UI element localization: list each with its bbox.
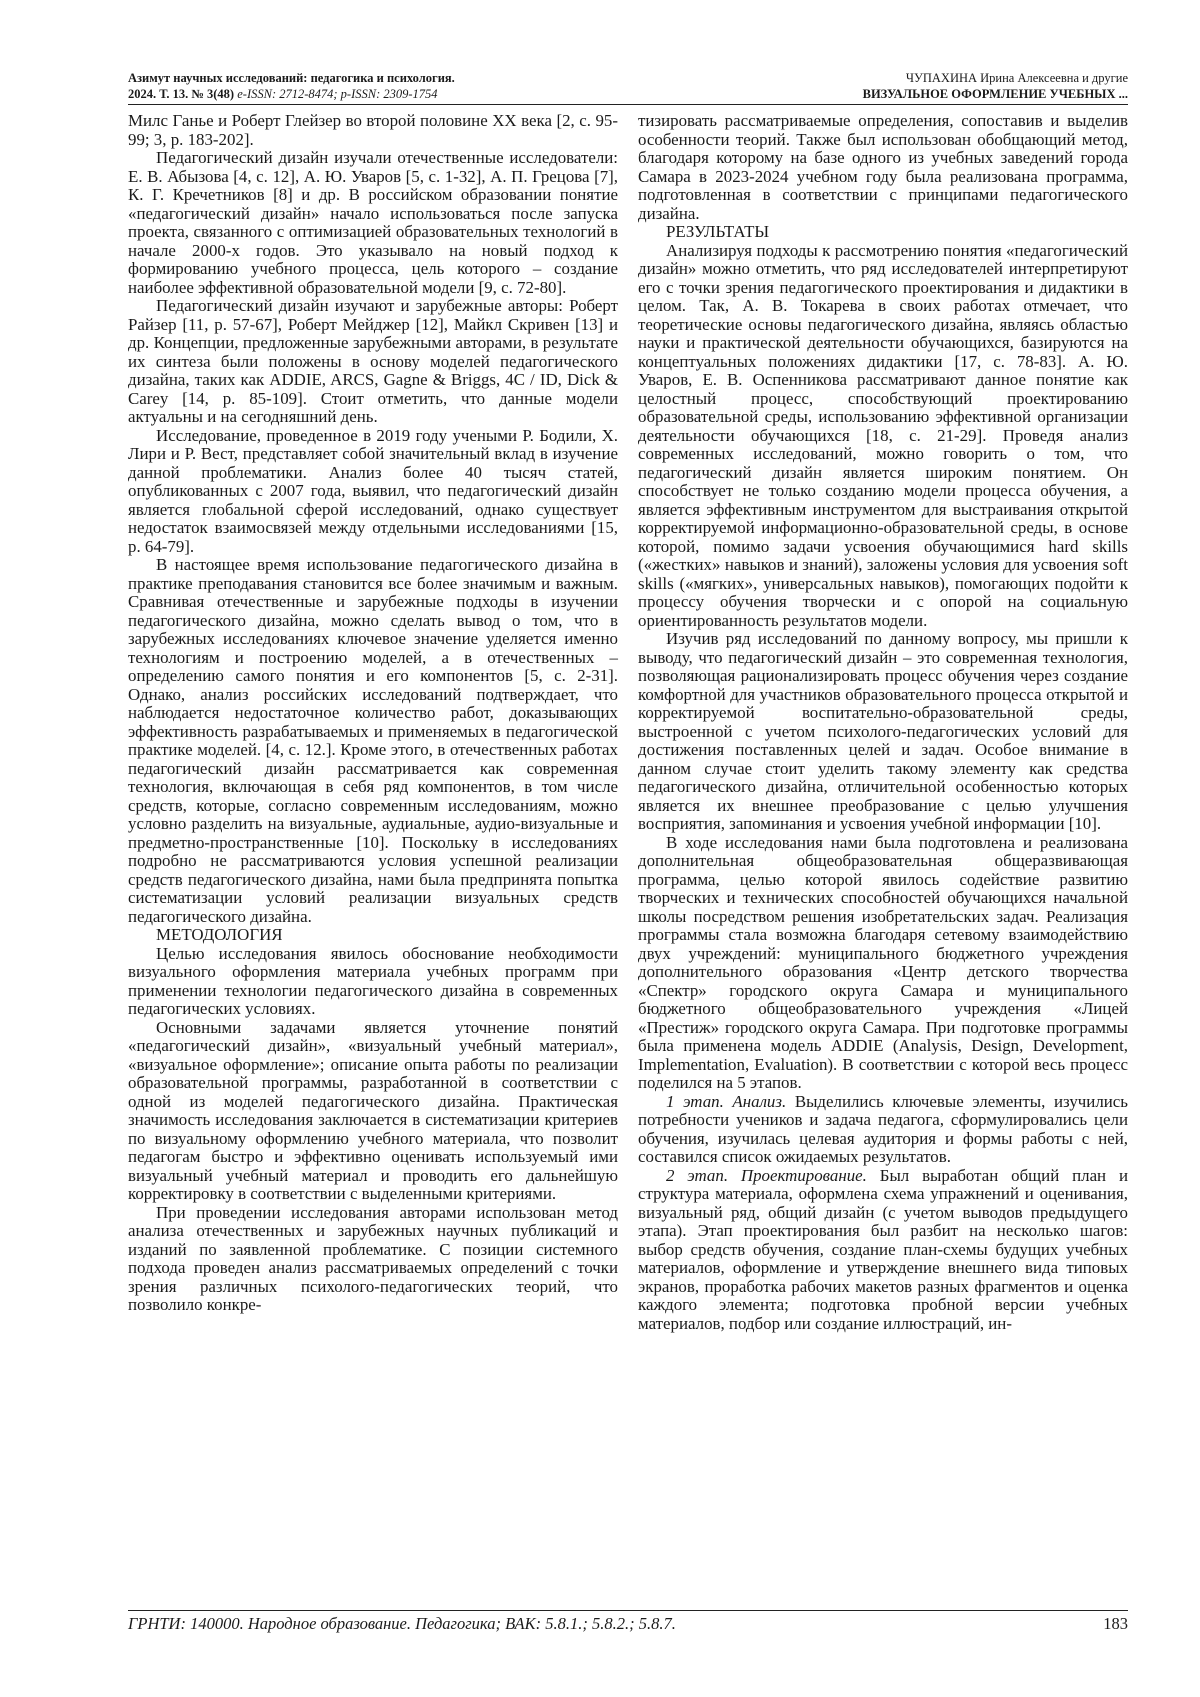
- left-column: [128, 112, 618, 1315]
- stage-text: Был выработан общий план и структура материала, оформлена схема упражнений и оценивания, визуальный ряд, общий дизайн (с учетом выводов предыдущего этапа). Этап проектирования был разбит на несколько шагов: выбор средств обучения, создание план-схемы будущих учебных материалов, оформление и утверждение внешнего вида типовых экранов, проработка рабочих макетов разных фрагментов и оценка каждого элемента; подготовка пробной версии учебных материалов, подбор или создание иллюстраций, ин-: [638, 1165, 1128, 1333]
- paragraph: При проведении исследования авторами использован метод анализа отечественных и зарубежных научных публикаций и изданий по заявленной проблематике. С позиции системного подхода проведен анализ рассматриваемых определений с точки зрения различных психолого-педагогических теорий, что позволило конкре-: [128, 1202, 618, 1314]
- paragraph: Милс Ганье и Роберт Глейзер во второй половине XX века [2, с. 95-99; 3, р. 183-202].: [128, 111, 618, 149]
- header-rule: [128, 104, 1128, 105]
- stage-label: 1 этап. Анализ.: [666, 1091, 787, 1111]
- journal-info: [128, 70, 455, 102]
- section-heading: МЕТОДОЛОГИЯ: [156, 925, 283, 944]
- article-title: ВИЗУАЛЬНОЕ ОФОРМЛЕНИЕ УЧЕБНЫХ ...: [862, 87, 1128, 101]
- stage-text: Выделились ключевые элементы, изучились потребности учеников и задача педагога, сформулировались цели обучения, изучилась целевая аудитория и формы работы с ней, составился список ожидаемых результатов.: [638, 1091, 1128, 1166]
- author-surname: ЧУПАХИНА: [905, 71, 978, 85]
- paragraph: Анализируя подходы к рассмотрению понятия «педагогический дизайн» можно отметить, что ряд исследователей интерпретируют его с точки зрения педагогического проектирования и дидактики в целом. Так, А. В. Токарева в своих работах отмечает, что теоретические основы педагогического дизайна, являясь областью науки и практической деятельности обучающихся, базируются на концептуальных положениях дидактики [17, с. 78-83]. А. Ю. Уваров, Е. В. Оспенникова рассматривают данное понятие как целостный процесс, способствующий проектированию образовательной среды, использованию эффективной организации деятельности обучающихся [18, с. 21-29]. Проведя анализ современных исследований, можно говорить о том, что педагогический дизайн является широким понятием. Он способствует не только созданию модели процесса обучения, а является эффективным инструментом для выстраивания открытой корректируемой информационно-образовательной среды, в основе которой, помимо задачи усвоения обучающимися hard skills («жестких» навыков и знаний), заложены условия для усвоения soft skills («мягких», универсальных навыков), помогающих подойти к процессу обучения творчески и с опорой на социальную ориентированность результатов модели.: [638, 240, 1128, 630]
- right-column: [638, 112, 1128, 1333]
- issue-number: 2024. Т. 13. № 3(48): [128, 87, 235, 101]
- paragraph: Педагогический дизайн изучают и зарубежные авторы: Роберт Райзер [11, р. 57-67], Роберт Мейджер [12], Майкл Скривен [13] и др. Концепции, предложенные зарубежными авторами, в результате их синтеза были положены в основу моделей педагогического дизайна, таких как ADDIE, ARCS, Gagne & Briggs, 4C / ID, Dick & Carey [14, р. 85-109]. Стоит отметить, что данные модели актуальны и на сегодняшний день.: [128, 296, 618, 426]
- footer-classification: ГРНТИ: 140000. Народное образование. Педагогика; ВАК: 5.8.1.; 5.8.2.; 5.8.7.: [128, 1614, 676, 1633]
- page-number: 183: [1103, 1614, 1128, 1633]
- stage-label: 2 этап. Проектирование.: [666, 1165, 867, 1185]
- journal-title: Азимут научных исследований: педагогика и психология.: [128, 71, 455, 85]
- paragraph: Педагогический дизайн изучали отечественные исследователи: Е. В. Абызова [4, с. 12], А. Ю. Уваров [5, с. 1-32], А. П. Грецова [7], К. Г. Кречетников [8] и др. В российском образовании понятие «педагогический дизайн» начало использоваться после запуска проекта, связанного с оптимизацией образовательных технологий в начале 2000-х годов. Это указывало на новый подход к формированию учебного процесса, цель которого – создание наиболее эффективной образовательной модели [9, с. 72-80].: [128, 148, 618, 297]
- paragraph: Изучив ряд исследований по данному вопросу, мы пришли к выводу, что педагогический дизайн – это современная технология, позволяющая рационализировать процесс обучения через создание комфортной для участников образовательного процесса открытой и корректируемой воспитательно-образовательной среды, выстроенной с учетом психолого-педагогических условий для достижения поставленных целей и задач. Особое внимание в данном случае стоит уделить такому элементу как средства педагогического дизайна, отличительной особенностью которых является их внешнее преобразование с целью улучшения восприятия, запоминания и усвоения учебной информации [10].: [638, 629, 1128, 833]
- paragraph: [638, 1167, 1128, 1334]
- author-rest: Ирина Алексеевна и другие: [980, 71, 1128, 85]
- paragraph: Исследование, проведенное в 2019 году учеными Р. Бодили, Х. Лири и Р. Вест, представляет собой значительный вклад в изучение данной проблематики. Анализ более 40 тысяч статей, опубликованных с 2007 года, выявил, что педагогический дизайн является глобальной сферой исследований, однако существует недостаток взаимосвязей между отдельными исследованиями [15, р. 64-79].: [128, 425, 618, 556]
- paragraph: В настоящее время использование педагогического дизайна в практике преподавания становится все более значимым и важным. Сравнивая отечественные и зарубежные подходы в изучении педагогического дизайна, можно сделать вывод о том, что в зарубежных исследованиях ключевое значение уделяется именно технологиям и построению моделей, а в отечественных – определению самого понятия и его компонентов [5, с. 2-31]. Однако, анализ российских исследований подтверждает, что наблюдается недостаточное количество работ, доказывающих эффективность разрабатываемых и применяемых в педагогической практике моделей. [4, с. 12.]. Кроме этого, в отечественных работах педагогический дизайн рассматривается как современная технология, включающая в себя ряд компонентов, в том числе средств, которые, согласно современным исследованиям, можно условно разделить на визуальные, аудиальные, аудио-визуальные и предметно-пространственные [10]. Поскольку в исследованиях подробно не рассматриваются условия успешной реализации средств педагогического дизайна, нами была предпринята попытка систематизации условий реализации визуальных средств педагогического дизайна.: [128, 555, 618, 926]
- running-header: [128, 70, 1128, 104]
- section-heading: РЕЗУЛЬТАТЫ: [666, 222, 770, 241]
- paragraph: Основными задачами является уточнение понятий «педагогический дизайн», «визуальный учебный материал», «визуальное оформление»; описание опыта работы по реализации образовательной программы, разработанной в соответствии с одной из моделей педагогического дизайна. Практическая значимость исследования заключается в систематизации критериев по визуальному оформлению учебного материала, что позволит педагогам быстро и эффективно оценивать используемый ими визуальный учебный материал и проводить его дальнейшую корректировку в соответствии с выделенными критериями.: [128, 1017, 618, 1203]
- article-info: [863, 70, 1128, 102]
- issn: e-ISSN: 2712-8474; p-ISSN: 2309-1754: [237, 87, 438, 101]
- running-footer: [128, 1614, 1128, 1636]
- paragraph: [638, 1093, 1128, 1167]
- paragraph: Целью исследования явилось обоснование необходимости визуального оформления материала учебных программ при применении технологии педагогического дизайна в современных педагогических условиях.: [128, 943, 618, 1018]
- paragraph: тизировать рассматриваемые определения, сопоставив и выделив особенности теорий. Также был использован обобщающий метод, благодаря которому на базе одного из учебных заведений города Самара в 2023-2024 учебном году была реализована программа, подготовленная в соответствии с принципами педагогического дизайна.: [638, 111, 1128, 223]
- paragraph: В ходе исследования нами была подготовлена и реализована дополнительная общеобразовательная общеразвивающая программа, целью которой явилось содействие развитию творческих и технических способностей обучающихся начальной школы посредством решения изобретательских задач. Реализация программы стала возможна благодаря сетевому взаимодействию двух учреждений: муниципального бюджетного учреждения дополнительного образования «Центр детского творчества «Спектр» городского округа Самара и муниципального бюджетного общеобразовательного учреждения «Лицей «Престиж» городского округа Самара. При подготовке программы была применена модель ADDIE (Analysis, Design, Development, Implementation, Evaluation). В соответствии с которой весь процесс поделился на 5 этапов.: [638, 832, 1128, 1092]
- footer-rule: [128, 1610, 1128, 1611]
